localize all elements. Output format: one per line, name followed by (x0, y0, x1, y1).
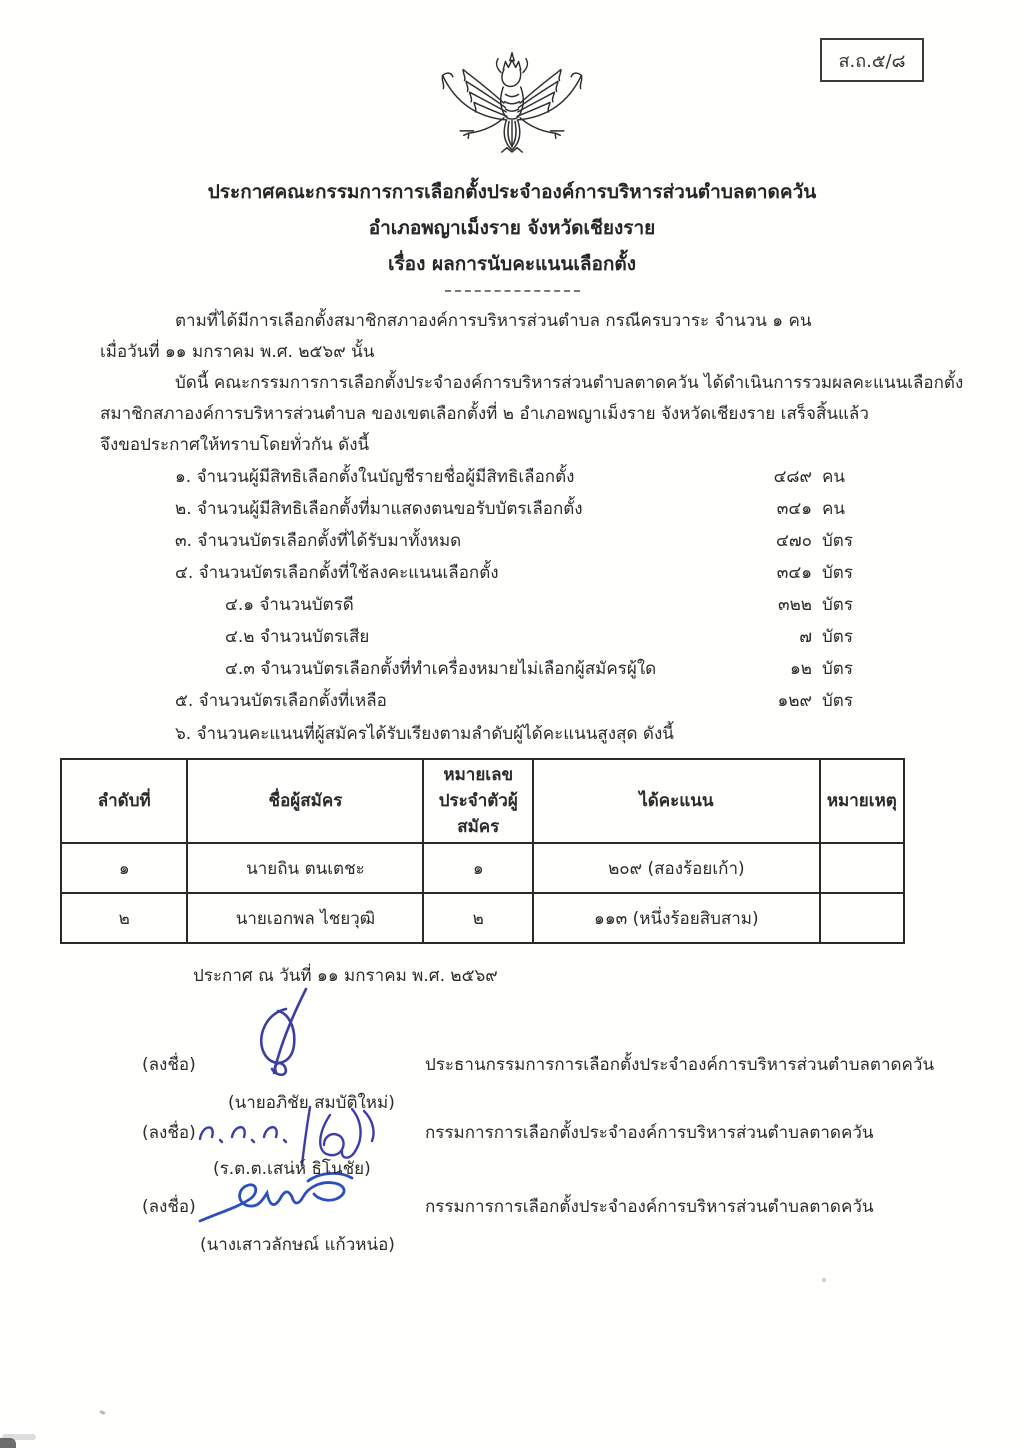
stat-row-4-3 (100, 653, 868, 685)
stat-row-2 (100, 493, 868, 525)
stat-value: ๔๗๐ (775, 531, 812, 551)
body-line-2: เมื่อวันที่ ๑๑ มกราคม พ.ศ. ๒๕๖๙ นั้น (100, 342, 375, 362)
sign-name-2: (ร.ต.ต.เสน่ห์ ธิโนชัย) (213, 1159, 371, 1179)
stat-row-5 (100, 685, 868, 717)
cell-score: ๑๑๓ (หนึ่งร้อยสิบสาม) (533, 893, 820, 943)
document-body (97, 306, 964, 1263)
sign-label-2: (ลงชื่อ) (142, 1123, 196, 1143)
stat-label: ๔.๒ จำนวนบัตรเสีย (225, 627, 370, 647)
body-line-5: จึงขอประกาศให้ทราบโดยทั่วกัน ดังนี้ (100, 435, 370, 455)
stat-value: ๑๒ (790, 659, 812, 679)
body-line-1: ตามที่ได้มีการเลือกตั้งสมาชิกสภาองค์การบริหารส่วนตำบล กรณีครบวาระ จำนวน ๑ คน (175, 311, 812, 331)
garuda-left-wing (442, 70, 507, 120)
stat-unit: บัตร (822, 531, 853, 551)
sign-name-1: (นายอภิชัย สมบัติใหม่) (228, 1093, 395, 1113)
stat-label: ๑. จำนวนผู้มีสิทธิเลือกตั้งในบัญชีรายชื่อผู้มีสิทธิเลือกตั้ง (175, 467, 575, 487)
form-code-box (820, 38, 924, 82)
title-block (0, 174, 1024, 292)
header-candidate-number-line2: ประจำตัวผู้สมัคร (438, 791, 518, 837)
stat-row-4-1 (100, 589, 868, 621)
body-line-4: สมาชิกสภาองค์การบริหารส่วนตำบล ของเขตเลือกตั้งที่ ๒ อำเภอพญาเม็งราย จังหวัดเชียงราย เสร็จสิ้นแล้ว (100, 404, 869, 424)
stat-unit: บัตร (822, 627, 853, 647)
stat-label: ๔.๓ จำนวนบัตรเลือกตั้งที่ทำเครื่องหมายไม่เลือกผู้สมัครผู้ใด (225, 659, 657, 679)
statistics-list (100, 461, 924, 717)
stat-value: ๑๒๙ (777, 691, 812, 711)
cell-order: ๒ (61, 893, 187, 943)
stat-unit: บัตร (822, 595, 853, 615)
stat-label: ๓. จำนวนบัตรเลือกตั้งที่ได้รับมาทั้งหมด (175, 531, 462, 551)
title-line-2: อำเภอพญาเม็งราย จังหวัดเชียงราย (368, 217, 656, 239)
dashed-separator (445, 290, 580, 292)
stat-row-1 (100, 461, 868, 493)
announcement-date: ประกาศ ณ วันที่ ๑๑ มกราคม พ.ศ. ๒๕๖๙ (193, 966, 498, 986)
header-candidate-number-line1: หมายเลข (443, 765, 514, 785)
garuda-right-wing (517, 70, 582, 120)
cell-order: ๑ (61, 843, 187, 893)
cell-candidate-number: ๑ (423, 843, 533, 893)
stat-value: ๓๒๒ (777, 595, 812, 615)
cell-score: ๒๐๙ (สองร้อยเก้า) (533, 843, 820, 893)
sign-label-3: (ลงชื่อ) (142, 1197, 196, 1217)
scan-speck (822, 1278, 826, 1282)
stat-unit: บัตร (822, 563, 853, 583)
stat-label: ๔. จำนวนบัตรเลือกตั้งที่ใช้ลงคะแนนเลือกตั้ง (175, 563, 499, 583)
cell-note (820, 893, 904, 943)
sign-role-3: กรรมการการเลือกตั้งประจำองค์การบริหารส่วนตำบลตาดควัน (425, 1197, 874, 1217)
header-score: ได้คะแนน (533, 759, 820, 843)
scan-corner-mark (0, 1438, 16, 1448)
stat-unit: คน (822, 499, 845, 519)
header-note: หมายเหตุ (820, 759, 904, 843)
results-table (60, 758, 905, 944)
stat-row-4 (100, 557, 868, 589)
table-row (61, 843, 904, 893)
title-line-1: ประกาศคณะกรรมการการเลือกตั้งประจำองค์การบริหารส่วนตำบลตาดควัน (207, 181, 817, 203)
stat-label: ๕. จำนวนบัตรเลือกตั้งที่เหลือ (175, 691, 387, 711)
title-line-3: เรื่อง ผลการนับคะแนนเลือกตั้ง (387, 253, 636, 275)
cell-candidate-name: นายเอกพล ไชยวุฒิ (187, 893, 423, 943)
stat-row-6-intro: ๖. จำนวนคะแนนที่ผู้สมัครได้รับเรียงตามลำดับผู้ได้คะแนนสูงสุด ดังนี้ (175, 724, 674, 744)
header-candidate-name: ชื่อผู้สมัคร (187, 759, 423, 843)
cell-note (820, 843, 904, 893)
header-candidate-number (423, 759, 533, 843)
stat-row-3 (100, 525, 868, 557)
stat-row-4-2 (100, 621, 868, 653)
stat-label: ๒. จำนวนผู้มีสิทธิเลือกตั้งที่มาแสดงตนขอรับบัตรเลือกตั้ง (175, 499, 583, 519)
sign-role-1: ประธานกรรมการการเลือกตั้งประจำองค์การบริหารส่วนตำบลตาดควัน (425, 1055, 935, 1075)
stat-unit: บัตร (822, 691, 853, 711)
stat-value: ๓๔๑ (776, 499, 812, 519)
form-code-text: ส.ถ.๕/๘ (838, 50, 906, 72)
scan-speck (100, 1410, 106, 1415)
body-line-3: บัดนี้ คณะกรรมการการเลือกตั้งประจำองค์การบริหารส่วนตำบลตาดควัน ได้ดำเนินการรวมผลคะแนนเลือกตั้ง (175, 373, 964, 393)
stat-unit: คน (822, 467, 845, 487)
garuda-emblem-icon (428, 50, 596, 168)
header-order: ลำดับที่ (61, 759, 187, 843)
sign-role-2: กรรมการการเลือกตั้งประจำองค์การบริหารส่วนตำบลตาดควัน (425, 1123, 874, 1143)
stat-label: ๔.๑ จำนวนบัตรดี (225, 595, 354, 615)
sign-label-1: (ลงชื่อ) (142, 1055, 196, 1075)
table-row (61, 893, 904, 943)
signature-block (100, 993, 935, 1263)
stat-unit: บัตร (822, 659, 853, 679)
signature-ink-chairman (248, 985, 328, 1085)
cell-candidate-number: ๒ (423, 893, 533, 943)
stat-value: ๓๔๑ (776, 563, 812, 583)
stat-value: ๔๘๙ (773, 467, 812, 487)
sign-name-3: (นางเสาวลักษณ์ แก้วหน่อ) (200, 1235, 395, 1255)
table-header-row (61, 759, 904, 843)
cell-candidate-name: นายถิน ตนเตชะ (187, 843, 423, 893)
stat-value: ๗ (799, 627, 812, 647)
